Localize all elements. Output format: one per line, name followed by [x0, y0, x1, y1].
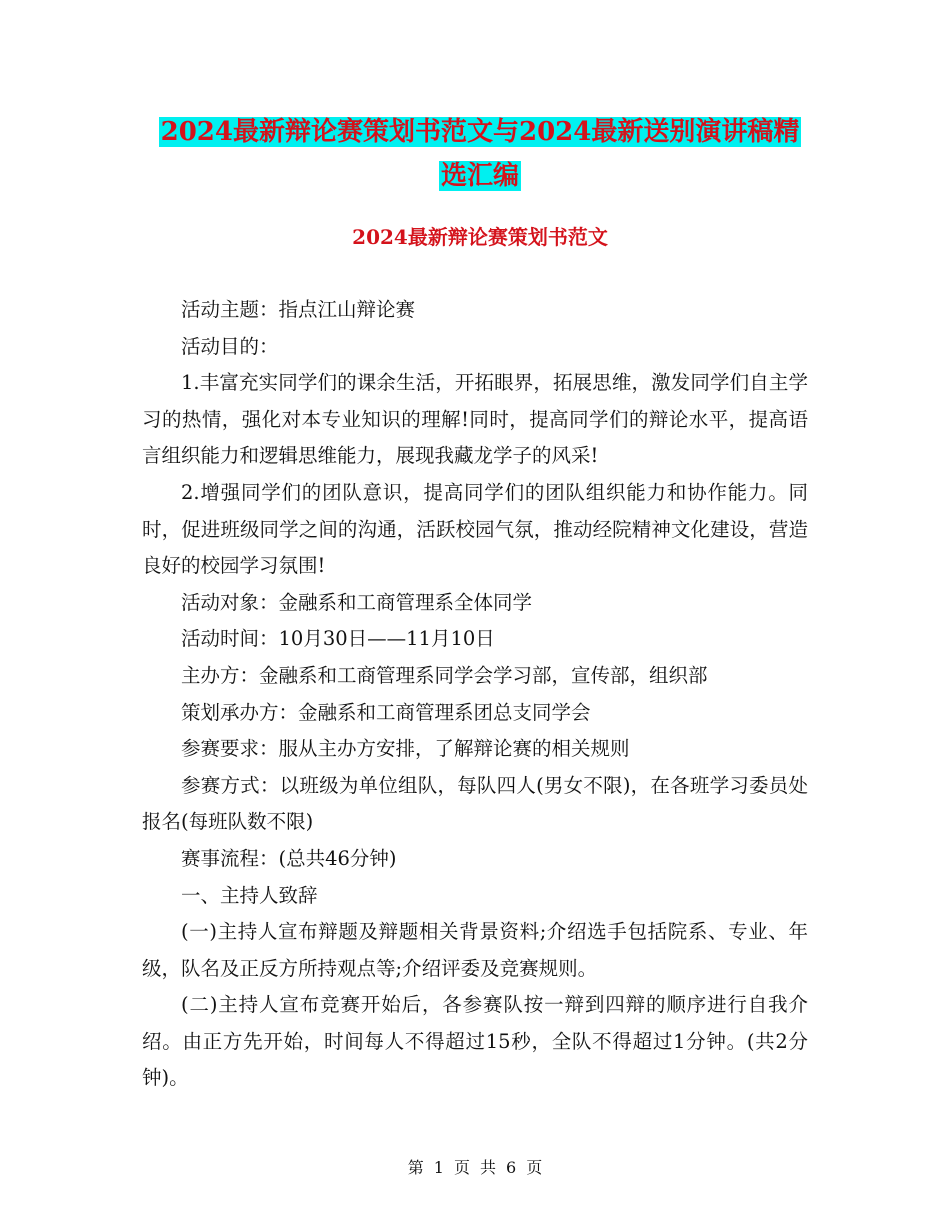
paragraph: 主办方：金融系和工商管理系同学会学习部，宣传部，组织部: [181, 663, 708, 687]
page-mid: 页: [453, 1158, 470, 1177]
page-number: 1: [433, 1158, 444, 1177]
total-prefix: 共: [480, 1158, 497, 1177]
document-body: [142, 292, 808, 1097]
paragraph: 活动主题：指点江山辩论赛: [181, 298, 416, 321]
page-prefix: 第: [407, 1158, 424, 1177]
paragraph: 参赛要求：服从主办方安排，了解辩论赛的相关规则: [181, 737, 630, 761]
document-title: [140, 110, 820, 198]
title-line-2: 选汇编: [440, 161, 519, 191]
paragraph: 活动目的：: [181, 334, 279, 358]
paragraph: 一、主持人致辞: [181, 883, 318, 907]
total-suffix: 页: [526, 1158, 543, 1177]
page-footer: [0, 1155, 950, 1178]
paragraph: 2.增强同学们的团队意识，提高同学们的团队组织能力和协作能力。同时，促进班级同学之间的沟通，活跃校园气氛，推动经院精神文化建设，营造良好的校园学习氛围!: [142, 480, 808, 578]
section-title: 2024最新辩论赛策划书范文: [352, 225, 608, 249]
paragraph: 策划承办方：金融系和工商管理系团总支同学会: [181, 700, 591, 724]
paragraph: (二)主持人宣布竞赛开始后，各参赛队按一辩到四辩的顺序进行自我介绍。由正方先开始，时间每人不得超过15秒，全队不得超过1分钟。(共2分钟)。: [142, 993, 808, 1090]
total-pages: 6: [506, 1158, 517, 1177]
paragraph: 活动时间：10月30日——11月10日: [181, 627, 495, 651]
title-line-1: 2024最新辩论赛策划书范文与2024最新送别演讲稿精: [160, 117, 800, 147]
paragraph: 活动对象：金融系和工商管理系全体同学: [181, 590, 533, 614]
paragraph: 参赛方式：以班级为单位组队，每队四人(男女不限)，在各班学习委员处报名(每班队数不限): [142, 773, 808, 834]
paragraph: (一)主持人宣布辩题及辩题相关背景资料;介绍选手包括院系、专业、年级，队名及正反方所持观点等;介绍评委及竞赛规则。: [142, 920, 808, 980]
paragraph: 1.丰富充实同学们的课余生活，开拓眼界，拓展思维，激发同学们自主学习的热情，强化对本专业知识的理解!同时，提高同学们的辩论水平，提高语言组织能力和逻辑思维能力，展现我藏龙学子的风采!: [142, 371, 808, 468]
paragraph: 赛事流程：(总共46分钟): [181, 846, 397, 870]
